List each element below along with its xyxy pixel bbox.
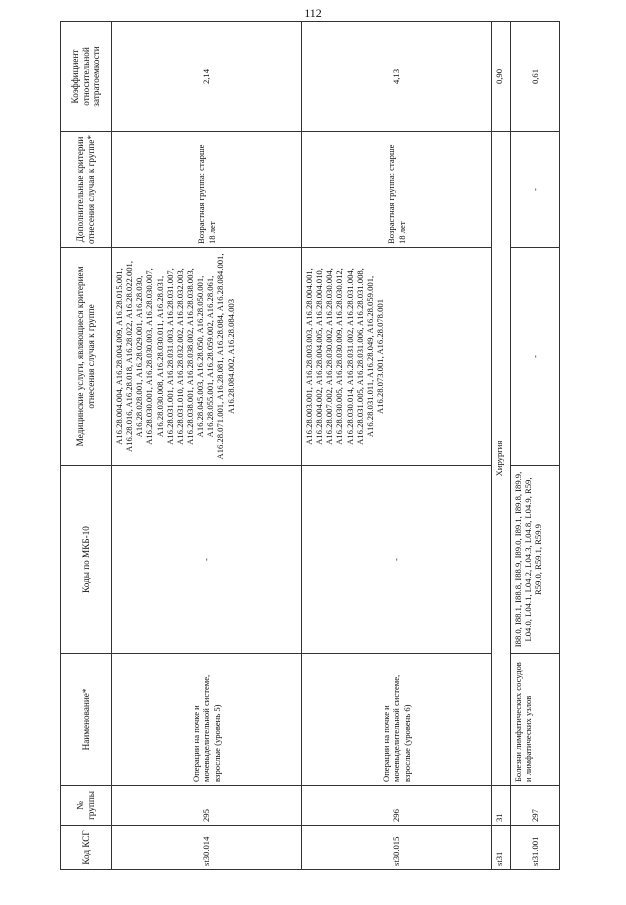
header-criteria: Дополнительные критерии отнесения случая к группе* [61, 132, 112, 248]
header-services: Медицинские услуги, являющиеся критерием отнесения случая к группе [61, 248, 112, 466]
table-row [511, 22, 560, 870]
header-coef: Коэффициент относительной затратоемкости [61, 22, 112, 132]
cell-group-no: 296 [302, 786, 492, 826]
header-name: Наименование* [61, 654, 112, 786]
cell-criteria: Возрастная группа: старше 18 лет [112, 132, 302, 248]
header-icd: Коды по МКБ-10 [61, 466, 112, 654]
category-code: st31 [492, 826, 511, 870]
page-number: 112 [304, 6, 322, 20]
rotated-table-container [60, 22, 560, 870]
cell-criteria: - [511, 132, 560, 248]
cell-name: Операции на почке и мочевыделительной системе, взрослые (уровень 5) [112, 654, 302, 786]
cell-group-no: 297 [511, 786, 560, 826]
cell-criteria: Возрастная группа: старше 18 лет [302, 132, 492, 248]
header-group-no: № группы [61, 786, 112, 826]
cell-services: A16.28.004.004, A16.28.004.009, A16.28.015.001, A16.28.016, A16.28.018, A16.28.022, A16.28.022.001, A16.28.028.001, A16.28.029.001, A16.28.030, A16.28.030.001, A16.28.030.003, A16.28.030.007, A16.28.030.008, A16.28.030.011, A16.28.031, A16.28.031.001, A16.28.031.003, A16.28.031.007, A16.28.031.010, A16.28.032.002, A16.28.032.003, A16.28.038.001, A16.28.038.002, A16.28.038.003, A16.28.045.003, A16.28.050, A16.28.050.001, A16.28.055.001, A16.28.059.002, A16.28.061, A16.28.071.001, A16.28.081, A16.28.084, A16.28.084.001, A16.28.084.002, A16.28.084.003 [112, 248, 302, 466]
cell-coef: 2,14 [112, 22, 302, 132]
cell-services: - [511, 248, 560, 466]
cell-code: st30.014 [112, 826, 302, 870]
cell-group-no: 295 [112, 786, 302, 826]
cell-coef: 4,13 [302, 22, 492, 132]
header-code: Код КСГ [61, 826, 112, 870]
table-row [302, 22, 492, 870]
cell-name: Операции на почке и мочевыделительной системе, взрослые (уровень 6) [302, 654, 492, 786]
category-coef: 0,90 [492, 22, 511, 132]
cell-services: A16.28.003.001, A16.28.003.003, A16.28.004.001, A16.28.004.002, A16.28.004.005, A16.28.004.010, A16.28.007.002, A16.28.030.002, A16.28.030.004, A16.28.030.005, A16.28.030.009, A16.28.030.012, A16.28.030.014, A16.28.031.002, A16.28.031.004, A16.28.031.005, A16.28.031.006, A16.28.031.008, A16.28.031.011, A16.28.049, A16.28.059.001, A16.28.073.001, A16.28.078.001 [302, 248, 492, 466]
cell-icd: - [302, 466, 492, 654]
cell-icd: I88.0, I88.1, I88.8, I88.9, I89.0, I89.1, I89.8, I89.9, L04.0, L04.1, L04.2, L04.3, L04.8, L04.9, R59, R59.0, R59.1, R59.9 [511, 466, 560, 654]
header-row [61, 22, 112, 870]
ksg-table [60, 21, 560, 870]
category-title: Хирургия [492, 132, 511, 786]
cell-code: st31.001 [511, 826, 560, 870]
category-group-no: 31 [492, 786, 511, 826]
cell-code: st30.015 [302, 826, 492, 870]
table-row [112, 22, 302, 870]
cell-name: Болезни лимфатических сосудов и лимфатических узлов [511, 654, 560, 786]
cell-coef: 0,61 [511, 22, 560, 132]
cell-icd: - [112, 466, 302, 654]
category-row [492, 22, 511, 870]
